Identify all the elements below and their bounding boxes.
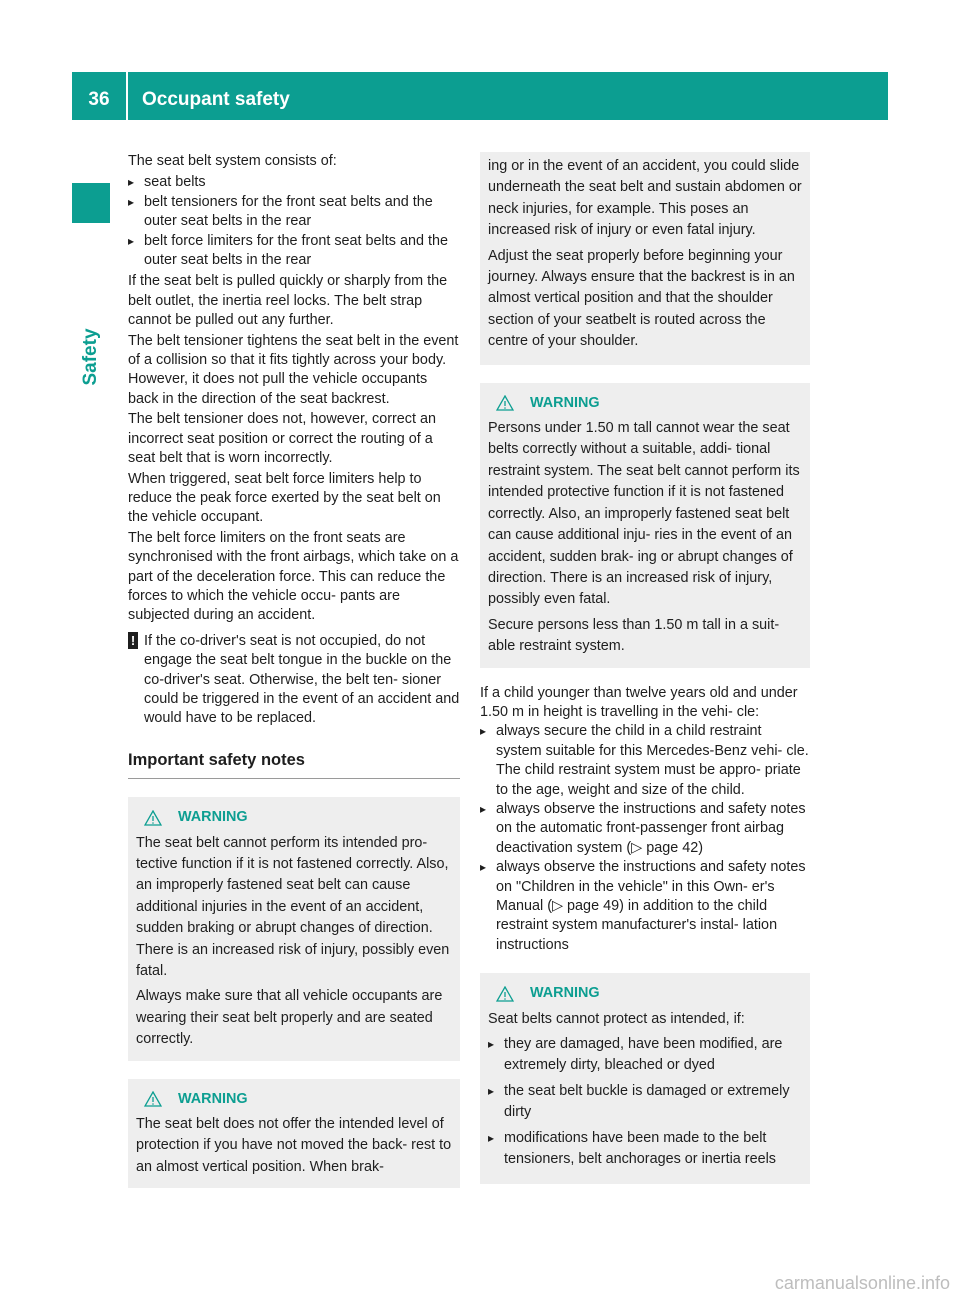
warning-label: WARNING <box>178 1090 248 1107</box>
watermark: carmanualsonline.info <box>774 1273 950 1293</box>
warning-box-2 <box>128 1079 460 1189</box>
section-title: Occupant safety <box>142 89 290 110</box>
warning-text: Seat belts cannot protect as intended, if: <box>488 1010 745 1027</box>
notice-text: If the co-driver's seat is not occupied, do not engage the seat belt tongue in the buckle on the co-driver's seat. Otherwise, the belt ten- sioner could be triggered in the event of an accident and would have to be replaced. <box>144 632 460 727</box>
list-item: ▸ always observe the instructions and safety notes on "Children in the vehicle" in this Own- er's Manual (▷ page 49) in addition to the child restraint system manufacturer's instal- lation instructions <box>480 858 810 955</box>
warning-triangle-icon <box>144 1091 162 1107</box>
header-divider <box>126 72 128 120</box>
list-item: ▸ belt tensioners for the front seat belts and the outer seat belts in the rear <box>128 193 460 232</box>
warning-box-3 <box>480 383 810 668</box>
list-item: ▸ the seat belt buckle is damaged or extremely dirty <box>488 1081 802 1124</box>
warning-triangle-icon <box>144 810 162 826</box>
paragraph-belt-tensioner: The belt tensioner tightens the seat belt in the event of a collision so that it fits tightly across your body. However, it does not pull the vehicle occupants back in the direction of the seat backrest. <box>128 332 459 407</box>
warning-triangle-icon <box>496 395 514 411</box>
system-list <box>128 173 460 270</box>
warning-text: The seat belt cannot perform its intended pro- tective function if it is not fastened correctly. Also, an improperly fastened seat belt can cause additional injuries in the event of an accident, sudden braking or abrupt changes of direction. There is an increased risk of injury, possibly even fatal. <box>136 834 450 980</box>
paragraph-force-limiters: When triggered, seat belt force limiters help to reduce the peak force exerted by the seat belt on the vehicle occupant. <box>128 470 441 526</box>
warning-list <box>488 1034 802 1170</box>
left-column <box>128 152 460 1188</box>
warning-text: Always make sure that all vehicle occupants are wearing their seat belt properly and are seated correctly. <box>136 988 443 1048</box>
warning-label: WARNING <box>530 985 600 1002</box>
page-number: 36 <box>88 89 110 110</box>
warning-header <box>136 1089 452 1110</box>
warning-label: WARNING <box>178 809 248 826</box>
list-item: ▸ always secure the child in a child restraint system suitable for this Mercedes-Benz vehi- cle. The child restraint system must be appro- priate to the age, weight and size of the child. <box>480 722 810 800</box>
list-item: ▸ they are damaged, have been modified, are extremely dirty, bleached or dyed <box>488 1034 802 1077</box>
warning-text: The seat belt does not offer the intended level of protection if you have not moved the back- rest to an almost vertical position. When brak- <box>136 1116 452 1175</box>
paragraph-airbag-sync: The belt force limiters on the front seats are synchronised with the front airbags, which take on a part of the deceleration force. This can reduce the forces to which the vehicle occu- pants are subjected during an accident. <box>128 529 459 624</box>
notice-block <box>128 632 460 729</box>
warning-header <box>488 983 802 1004</box>
paragraph-inertia-reel: If the seat belt is pulled quickly or sharply from the belt outlet, the inertia reel locks. The belt strap cannot be pulled out any further. <box>128 273 448 329</box>
list-item: ▸ modifications have been made to the belt tensioners, belt anchorages or inertia reels <box>488 1128 802 1171</box>
chapter-tab-marker <box>72 183 110 223</box>
warning-text: ing or in the event of an accident, you could slide underneath the seat belt and sustain abdomen or neck injuries, for example. This poses an increased risk of injury or even fatal injury. <box>488 158 802 239</box>
warning-header <box>488 393 802 414</box>
list-item: ▸ always observe the instructions and safety notes on the automatic front-passenger front airbag deactivation system (▷ page 42) <box>480 800 810 858</box>
paragraph-tensioner-limits: The belt tensioner does not, however, correct an incorrect seat position or correct the routing of a seat belt that is worn incorrectly. <box>128 411 436 467</box>
warning-box-2-continued <box>480 152 810 365</box>
chapter-label-text: Safety <box>80 328 101 386</box>
warning-label: WARNING <box>530 394 600 411</box>
list-item: ▸ seat belts <box>128 173 460 192</box>
section-heading: Important safety notes <box>128 751 460 779</box>
warning-header <box>136 807 452 828</box>
chapter-label <box>74 322 108 392</box>
warning-box-1 <box>128 797 460 1060</box>
system-intro: The seat belt system consists of: <box>128 153 337 169</box>
right-column <box>480 152 810 1184</box>
list-item: ▸ belt force limiters for the front seat belts and the outer seat belts in the rear <box>128 232 460 271</box>
child-intro: If a child younger than twelve years old and under 1.50 m in height is travelling in the vehi- cle: <box>480 684 798 720</box>
notice-exclamation-icon: ! <box>128 632 138 649</box>
warning-box-4 <box>480 973 810 1184</box>
child-list <box>480 722 810 955</box>
warning-triangle-icon <box>496 986 514 1002</box>
warning-text: Adjust the seat properly before beginning your journey. Always ensure that the backrest is in an almost vertical position and that the shoulder section of your seatbelt is routed across the centre of your shoulder. <box>488 247 795 350</box>
warning-text: Secure persons less than 1.50 m tall in a suit- able restraint system. <box>488 616 780 655</box>
warning-text: Persons under 1.50 m tall cannot wear the seat belts correctly without a suitable, addi- tional restraint system. The seat belt cannot perform its intended protective function if it is not fastened correctly. Also, an improperly fastened seat belt can cause additional inju- ries in the event of an accident, sudden brak- ing or abrupt changes of direction. There is an increased risk of injury, possibly even fatal. <box>488 420 800 608</box>
